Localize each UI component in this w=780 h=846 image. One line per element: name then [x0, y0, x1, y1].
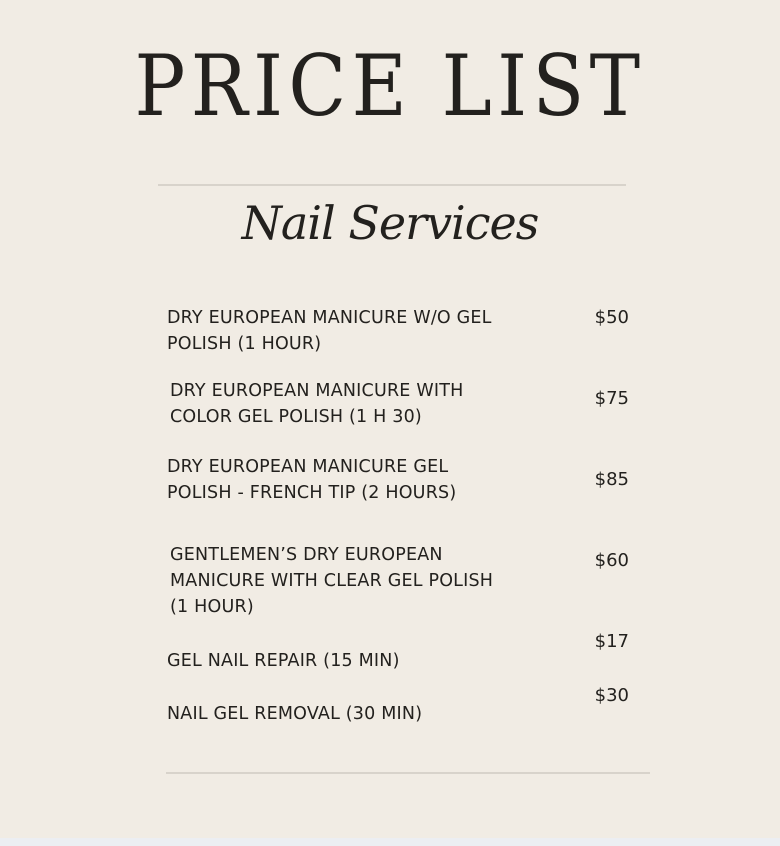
service-name-line: (1 HOUR) — [170, 597, 254, 617]
divider-bottom — [166, 772, 650, 774]
page-title: PRICE LIST — [134, 37, 646, 135]
service-name-line: POLISH (1 HOUR) — [167, 334, 322, 354]
service-name-line: GENTLEMEN’S DRY EUROPEAN — [170, 545, 443, 565]
service-name — [170, 378, 463, 430]
service-name — [170, 542, 493, 620]
service-name-line: DRY EUROPEAN MANICURE W/O GEL — [167, 308, 492, 328]
service-name-line: GEL NAIL REPAIR (15 MIN) — [167, 651, 400, 671]
service-name — [167, 701, 422, 727]
service-name-line: NAIL GEL REMOVAL (30 MIN) — [167, 704, 423, 724]
service-price: $30 — [594, 685, 629, 706]
service-name — [167, 648, 400, 674]
page-bottom-edge — [0, 838, 780, 846]
service-price: $60 — [594, 550, 629, 571]
service-price: $85 — [594, 469, 629, 490]
service-name — [167, 305, 492, 357]
service-name-line: POLISH - FRENCH TIP (2 HOURS) — [167, 483, 457, 503]
section-subtitle: Nail Services — [241, 196, 539, 250]
service-name-line: DRY EUROPEAN MANICURE WITH — [170, 381, 464, 401]
service-name-line: DRY EUROPEAN MANICURE GEL — [167, 457, 449, 477]
service-price: $75 — [594, 388, 629, 409]
service-price: $50 — [594, 307, 629, 328]
service-price: $17 — [594, 631, 629, 652]
divider-top — [158, 184, 626, 186]
service-name-line: MANICURE WITH CLEAR GEL POLISH — [170, 571, 494, 591]
service-name-line: COLOR GEL POLISH (1 H 30) — [170, 407, 422, 427]
service-name — [167, 454, 456, 506]
